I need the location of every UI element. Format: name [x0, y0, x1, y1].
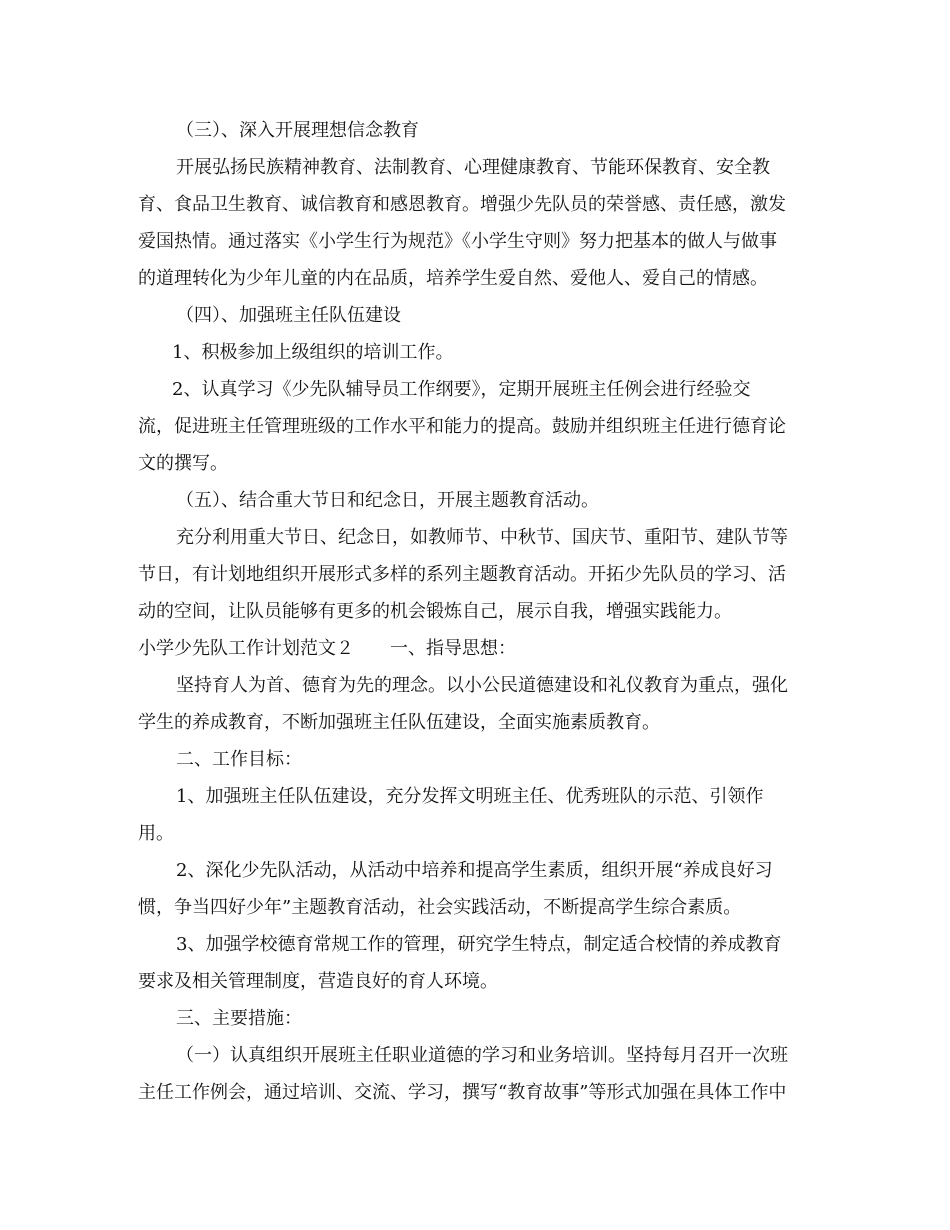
paragraph-line: 育、食品卫生教育、诚信教育和感恩教育。增强少先队员的荣誉感、责任感，激发: [138, 194, 786, 215]
list-item-2: 2、认真学习《少先队辅导员工作纲要》，定期开展班主任例会进行经验交: [172, 379, 751, 400]
paragraph-line: 的道理转化为少年儿童的内在品质，培养学生爱自然、爱他人、爱自己的情感。: [138, 268, 768, 289]
paragraph-line: 惯，争当四好少年”主题教育活动，社会实践活动，不断提高学生综合素质。: [138, 897, 742, 918]
section-heading-goals: 二、工作目标：: [176, 749, 302, 770]
section-heading-4: （四）、加强班主任队伍建设: [176, 305, 401, 326]
paragraph-line: 学生的养成教育，不断加强班主任队伍建设，全面实施素质教育。: [138, 712, 660, 733]
paragraph-line: 动的空间，让队员能够有更多的机会锻炼自己，展示自我，增强实践能力。: [138, 601, 732, 622]
paragraph-line: 爱国热情。通过落实《小学生行为规范》《小学生守则》努力把基本的做人与做事: [138, 231, 777, 252]
paragraph-line: （一）认真组织开展班主任职业道德的学习和业务培训。坚持每月召开一次班: [176, 1045, 788, 1066]
section-heading-3: （三）、深入开展理想信念教育: [176, 120, 419, 141]
paragraph-line: 坚持育人为首、德育为先的理念。以小公民道德建设和礼仪教育为重点，强化: [176, 675, 788, 696]
paragraph-line: 充分利用重大节日、纪念日，如教师节、中秋节、国庆节、重阳节、建队节等: [176, 527, 788, 548]
list-item-1: 1、加强班主任队伍建设，充分发挥文明班主任、优秀班队的示范、引领作: [176, 786, 764, 807]
paragraph-line: 节日，有计划地组织开展形式多样的系列主题教育活动。开拓少先队员的学习、活: [138, 564, 786, 585]
document-title-line: 小学少先队工作计划范文２ 一、指导思想：: [138, 638, 516, 659]
paragraph-line: 开展弘扬民族精神教育、法制教育、心理健康教育、节能环保教育、安全教: [176, 157, 770, 178]
paragraph-line: 流，促进班主任管理班级的工作水平和能力的提高。鼓励并组织班主任进行德育论: [138, 416, 786, 437]
paragraph-line: 用。: [138, 823, 174, 844]
section-heading-5: （五）、结合重大节日和纪念日，开展主题教育活动。: [176, 490, 599, 511]
list-item-1: 1、积极参加上级组织的培训工作。: [172, 342, 454, 363]
section-heading-measures: 三、主要措施：: [176, 1008, 302, 1029]
paragraph-line: 要求及相关管理制度，营造良好的育人环境。: [138, 971, 498, 992]
paragraph-line: 主任工作例会，通过培训、交流、学习，撰写“教育故事”等形式加强在具体工作中: [138, 1082, 787, 1103]
list-item-3: 3、加强学校德育常规工作的管理，研究学生特点，制定适合校情的养成教育: [176, 934, 782, 955]
list-item-2: 2、深化少先队活动，从活动中培养和提高学生素质，组织开展“养成良好习: [176, 860, 773, 881]
paragraph-line: 文的撰写。: [138, 453, 228, 474]
